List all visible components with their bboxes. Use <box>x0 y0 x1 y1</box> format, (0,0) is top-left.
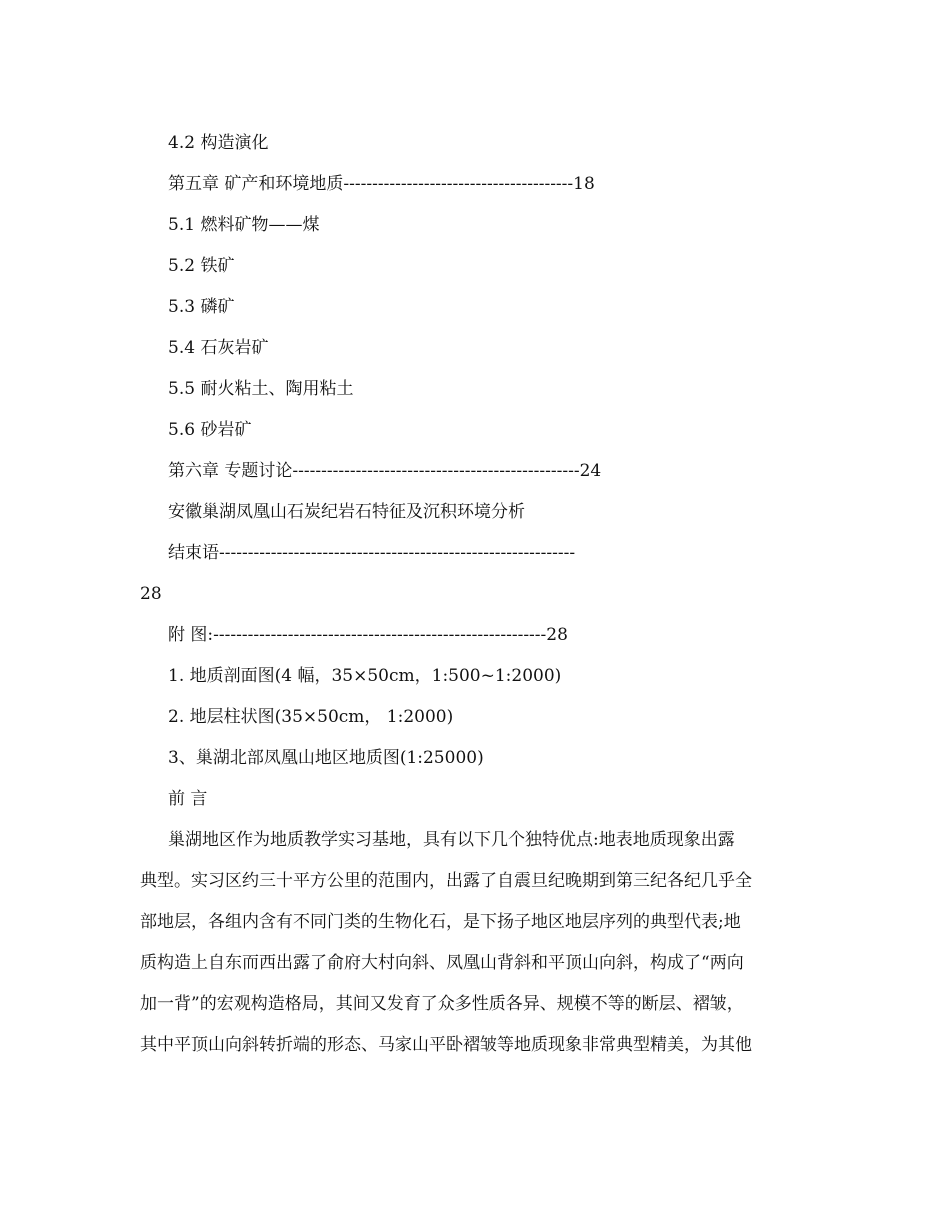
toc-item-5-6: 5.6 砂岩矿 <box>168 420 252 440</box>
toc-chapter-5: 第五章 矿产和环境地质----------------------------------------18 <box>168 174 595 194</box>
toc-item-5-2: 5.2 铁矿 <box>168 256 235 276</box>
toc-item-4-2: 4.2 构造演化 <box>168 133 269 153</box>
toc-appendix: 附 图:----------------------------------------------------------28 <box>168 625 568 645</box>
preface-line-1: 巢湖地区作为地质教学实习基地，具有以下几个独特优点:地表地质现象出露 <box>168 830 735 850</box>
toc-topic-title: 安徽巢湖凤凰山石炭纪岩石特征及沉积环境分析 <box>168 502 525 522</box>
preface-line-6: 其中平顶山向斜转折端的形态、马家山平卧褶皱等地质现象非常典型精美，为其他 <box>140 1035 752 1055</box>
toc-appendix-item-2: 2. 地层柱状图(35×50cm， 1:2000) <box>168 707 454 727</box>
preface-line-2: 典型。实习区约三十平方公里的范围内，出露了自震旦纪晚期到第三纪各纪几乎全 <box>140 871 752 891</box>
toc-item-5-4: 5.4 石灰岩矿 <box>168 338 269 358</box>
preface-line-4: 质构造上自东而西出露了俞府大村向斜、凤凰山背斜和平顶山向斜，构成了“两向 <box>140 953 744 973</box>
preface-heading: 前 言 <box>168 789 208 809</box>
toc-item-5-3: 5.3 磷矿 <box>168 297 235 317</box>
preface-line-5: 加一背”的宏观构造格局，其间又发育了众多性质各异、规模不等的断层、褶皱， <box>140 994 744 1014</box>
toc-appendix-item-3: 3、巢湖北部凤凰山地区地质图(1:25000) <box>168 748 484 768</box>
toc-appendix-item-1: 1. 地质剖面图(4 幅，35×50cm，1:500~1:2000) <box>168 666 562 686</box>
toc-chapter-6: 第六章 专题讨论--------------------------------------------------24 <box>168 461 602 481</box>
toc-item-5-1: 5.1 燃料矿物——煤 <box>168 215 320 235</box>
preface-line-3: 部地层，各组内含有不同门类的生物化石，是下扬子地区地层序列的典型代表;地 <box>140 912 741 932</box>
toc-conclusion: 结束语-------------------------------------------------------------- <box>168 543 576 563</box>
toc-conclusion-page: 28 <box>140 584 162 604</box>
toc-item-5-5: 5.5 耐火粘土、陶用粘土 <box>168 379 354 399</box>
